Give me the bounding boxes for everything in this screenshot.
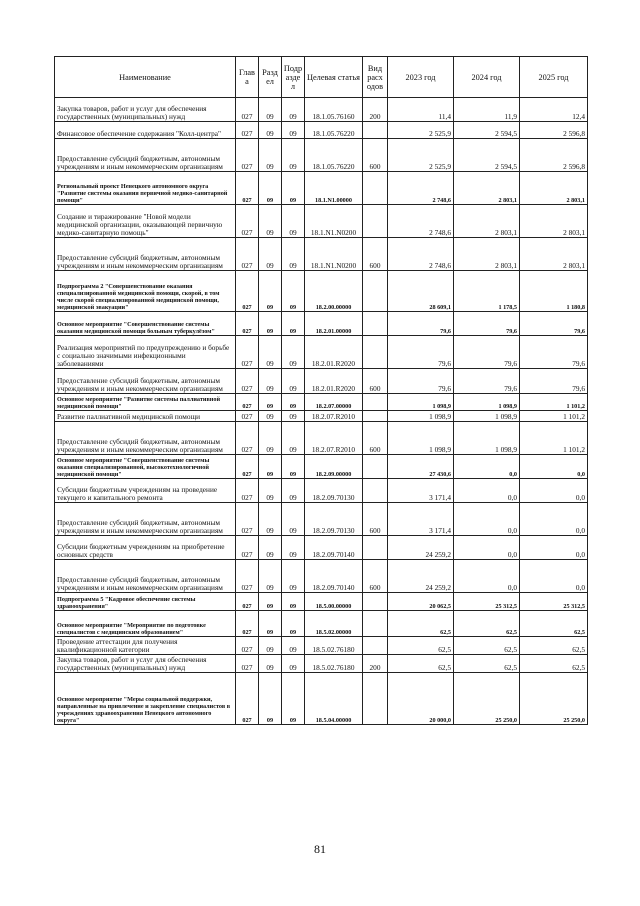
cell-chapter: 027: [236, 122, 259, 139]
cell-y2023: 62,5: [388, 637, 454, 655]
cell-expense-type: 600: [363, 238, 388, 271]
cell-subsection: 09: [282, 98, 305, 122]
cell-target: 18.2.09.70140: [305, 536, 363, 560]
cell-y2025: 0,0: [520, 503, 588, 536]
cell-y2023: 2 525,9: [388, 139, 454, 172]
cell-section: 09: [259, 336, 282, 369]
cell-y2024: 25 250,0: [454, 673, 520, 725]
cell-y2023: 79,6: [388, 312, 454, 336]
table-row: [55, 479, 588, 503]
cell-target: 18.2.09.70130: [305, 503, 363, 536]
cell-chapter: 027: [236, 336, 259, 369]
cell-section: 09: [259, 271, 282, 312]
cell-y2025: 2 596,8: [520, 139, 588, 172]
cell-name: Предоставление субсидий бюджетным, автономным учреждениям и иным некоммерческим организациям: [55, 503, 236, 536]
budget-table: [54, 56, 588, 725]
cell-subsection: 09: [282, 560, 305, 593]
cell-chapter: 027: [236, 238, 259, 271]
cell-section: 09: [259, 411, 282, 422]
cell-target: 18.5.02.76180: [305, 637, 363, 655]
cell-target: 18.1.N1.00000: [305, 172, 363, 205]
cell-section: 09: [259, 536, 282, 560]
cell-name: Закупка товаров, работ и услуг для обеспечения государственных (муниципальных) нужд: [55, 98, 236, 122]
cell-chapter: 027: [236, 560, 259, 593]
cell-y2023: 79,6: [388, 336, 454, 369]
cell-chapter: 027: [236, 312, 259, 336]
cell-expense-type: 600: [363, 503, 388, 536]
cell-section: 09: [259, 98, 282, 122]
cell-y2024: 79,6: [454, 369, 520, 394]
cell-chapter: 027: [236, 394, 259, 411]
cell-y2025: 1 101,2: [520, 422, 588, 455]
cell-name: Подпрограмма 5 "Кадровое обеспечение системы здравоохранения": [55, 593, 236, 611]
cell-y2023: 24 259,2: [388, 560, 454, 593]
cell-section: 09: [259, 172, 282, 205]
table-body: [55, 98, 588, 725]
cell-expense-type: [363, 455, 388, 479]
cell-name: Основное мероприятие "Развитие системы паллиативной медицинской помощи": [55, 394, 236, 411]
cell-section: 09: [259, 503, 282, 536]
cell-subsection: 09: [282, 411, 305, 422]
cell-y2023: 1 098,9: [388, 394, 454, 411]
cell-subsection: 09: [282, 139, 305, 172]
cell-section: 09: [259, 139, 282, 172]
cell-y2023: 2 748,6: [388, 205, 454, 238]
cell-section: 09: [259, 122, 282, 139]
cell-subsection: 09: [282, 673, 305, 725]
cell-name: Основное мероприятие "Совершенствование системы оказания медицинской помощи больным туберкулёзом": [55, 312, 236, 336]
header-name: Наименование: [55, 57, 236, 98]
cell-y2025: 0,0: [520, 560, 588, 593]
cell-chapter: 027: [236, 422, 259, 455]
cell-expense-type: [363, 637, 388, 655]
cell-expense-type: 200: [363, 655, 388, 673]
cell-subsection: 09: [282, 479, 305, 503]
cell-chapter: 027: [236, 172, 259, 205]
cell-y2025: 1 180,8: [520, 271, 588, 312]
header-expense-type: Вид расх одов: [363, 57, 388, 98]
cell-y2025: 2 596,8: [520, 122, 588, 139]
header-chapter: Глав а: [236, 57, 259, 98]
cell-y2023: 2 748,6: [388, 238, 454, 271]
cell-y2023: 20 062,5: [388, 593, 454, 611]
cell-name: Создание и тиражирование "Новой модели медицинской организации, оказывающей первичную медико-санитарную помощь": [55, 205, 236, 238]
cell-target: 18.5.02.76180: [305, 655, 363, 673]
table-row: [55, 411, 588, 422]
table-row: [55, 673, 588, 725]
cell-y2025: 79,6: [520, 312, 588, 336]
header-subsection: Подр азде л: [282, 57, 305, 98]
cell-target: 18.1.05.76160: [305, 98, 363, 122]
cell-name: Развитие паллиативной медицинской помощи: [55, 411, 236, 422]
cell-chapter: 027: [236, 455, 259, 479]
cell-section: 09: [259, 673, 282, 725]
cell-y2024: 25 312,5: [454, 593, 520, 611]
table-row: [55, 139, 588, 172]
cell-chapter: 027: [236, 536, 259, 560]
cell-y2024: 1 098,9: [454, 422, 520, 455]
cell-target: 18.1.N1.N0200: [305, 238, 363, 271]
cell-y2023: 1 098,9: [388, 411, 454, 422]
cell-y2025: 12,4: [520, 98, 588, 122]
cell-chapter: 027: [236, 637, 259, 655]
cell-y2023: 62,5: [388, 611, 454, 637]
cell-subsection: 09: [282, 394, 305, 411]
cell-target: 18.2.00.00000: [305, 271, 363, 312]
cell-y2023: 3 171,4: [388, 503, 454, 536]
cell-expense-type: [363, 271, 388, 312]
cell-name: Проведение аттестации для получения квалификационной категории: [55, 637, 236, 655]
cell-chapter: 027: [236, 98, 259, 122]
table-row: [55, 312, 588, 336]
cell-y2023: 11,4: [388, 98, 454, 122]
table-row: [55, 271, 588, 312]
cell-y2025: 62,5: [520, 655, 588, 673]
cell-y2023: 2 748,6: [388, 172, 454, 205]
cell-expense-type: [363, 411, 388, 422]
cell-name: Финансовое обеспечение содержания "Колл-центра": [55, 122, 236, 139]
cell-expense-type: [363, 673, 388, 725]
cell-y2025: 25 312,5: [520, 593, 588, 611]
cell-expense-type: [363, 479, 388, 503]
cell-y2024: 1 178,5: [454, 271, 520, 312]
cell-y2025: 2 803,1: [520, 172, 588, 205]
cell-section: 09: [259, 312, 282, 336]
cell-chapter: 027: [236, 611, 259, 637]
cell-y2024: 0,0: [454, 479, 520, 503]
cell-target: 18.5.02.00000: [305, 611, 363, 637]
cell-expense-type: [363, 611, 388, 637]
cell-subsection: 09: [282, 655, 305, 673]
cell-chapter: 027: [236, 593, 259, 611]
cell-y2023: 27 430,6: [388, 455, 454, 479]
cell-subsection: 09: [282, 205, 305, 238]
cell-expense-type: 600: [363, 422, 388, 455]
cell-target: 18.2.09.00000: [305, 455, 363, 479]
table-row: [55, 238, 588, 271]
cell-expense-type: [363, 336, 388, 369]
cell-chapter: 027: [236, 139, 259, 172]
cell-section: 09: [259, 369, 282, 394]
cell-target: 18.1.05.76220: [305, 139, 363, 172]
table-row: [55, 611, 588, 637]
header-target: Целевая статья: [305, 57, 363, 98]
cell-y2024: 0,0: [454, 455, 520, 479]
cell-subsection: 09: [282, 238, 305, 271]
cell-subsection: 09: [282, 455, 305, 479]
cell-name: Основное мероприятие "Меры социальной поддержки, направленные на привлечение и закрепление специалистов в учреждениях здравоохранения Ненецкого автономного округа": [55, 673, 236, 725]
cell-subsection: 09: [282, 536, 305, 560]
cell-y2024: 62,5: [454, 637, 520, 655]
cell-chapter: 027: [236, 655, 259, 673]
cell-target: 18.2.09.70130: [305, 479, 363, 503]
cell-name: Субсидии бюджетным учреждениям на приобретение основных средств: [55, 536, 236, 560]
table-row: [55, 455, 588, 479]
cell-y2024: 0,0: [454, 503, 520, 536]
table-row: [55, 98, 588, 122]
cell-y2024: 1 098,9: [454, 394, 520, 411]
cell-name: Основное мероприятие "Мероприятие по подготовке специалистов с медицинским образованием": [55, 611, 236, 637]
cell-chapter: 027: [236, 411, 259, 422]
cell-section: 09: [259, 455, 282, 479]
cell-section: 09: [259, 655, 282, 673]
cell-name: Предоставление субсидий бюджетным, автономным учреждениям и иным некоммерческим организациям: [55, 139, 236, 172]
cell-subsection: 09: [282, 172, 305, 205]
cell-target: 18.1.05.76220: [305, 122, 363, 139]
cell-y2025: 79,6: [520, 369, 588, 394]
budget-sheet: [54, 56, 587, 725]
cell-target: 18.2.09.70140: [305, 560, 363, 593]
cell-y2023: 1 098,9: [388, 422, 454, 455]
table-row: [55, 655, 588, 673]
cell-expense-type: 600: [363, 139, 388, 172]
cell-name: Закупка товаров, работ и услуг для обеспечения государственных (муниципальных) нужд: [55, 655, 236, 673]
cell-y2025: 25 250,0: [520, 673, 588, 725]
table-row: [55, 394, 588, 411]
cell-section: 09: [259, 560, 282, 593]
header-2024: 2024 год: [454, 57, 520, 98]
cell-chapter: 027: [236, 479, 259, 503]
cell-y2025: 0,0: [520, 455, 588, 479]
cell-subsection: 09: [282, 593, 305, 611]
cell-y2025: 0,0: [520, 536, 588, 560]
cell-expense-type: [363, 593, 388, 611]
cell-y2024: 2 803,1: [454, 238, 520, 271]
table-row: [55, 536, 588, 560]
cell-y2024: 2 803,1: [454, 172, 520, 205]
table-row: [55, 172, 588, 205]
cell-expense-type: [363, 536, 388, 560]
cell-name: Субсидии бюджетным учреждениям на проведение текущего и капитального ремонта: [55, 479, 236, 503]
cell-y2023: 62,5: [388, 655, 454, 673]
cell-section: 09: [259, 205, 282, 238]
cell-target: 18.2.01.R2020: [305, 369, 363, 394]
cell-y2025: 62,5: [520, 637, 588, 655]
cell-name: Реализация мероприятий по предупреждению и борьбе с социально значимыми инфекционными заболеваниями: [55, 336, 236, 369]
cell-y2025: 0,0: [520, 479, 588, 503]
cell-subsection: 09: [282, 611, 305, 637]
cell-y2024: 62,5: [454, 655, 520, 673]
cell-y2023: 3 171,4: [388, 479, 454, 503]
table-row: [55, 336, 588, 369]
cell-y2023: 24 259,2: [388, 536, 454, 560]
cell-expense-type: [363, 205, 388, 238]
cell-y2024: 2 803,1: [454, 205, 520, 238]
cell-subsection: 09: [282, 422, 305, 455]
cell-expense-type: [363, 122, 388, 139]
header-row: [55, 57, 588, 98]
cell-y2024: 0,0: [454, 560, 520, 593]
cell-expense-type: 600: [363, 369, 388, 394]
cell-section: 09: [259, 422, 282, 455]
cell-y2024: 79,6: [454, 312, 520, 336]
cell-target: 18.5.04.00000: [305, 673, 363, 725]
cell-name: Предоставление субсидий бюджетным, автономным учреждениям и иным некоммерческим организациям: [55, 560, 236, 593]
cell-expense-type: [363, 312, 388, 336]
cell-target: 18.2.01.R2020: [305, 336, 363, 369]
cell-subsection: 09: [282, 336, 305, 369]
cell-y2025: 1 101,2: [520, 394, 588, 411]
cell-section: 09: [259, 593, 282, 611]
cell-y2025: 79,6: [520, 336, 588, 369]
cell-name: Предоставление субсидий бюджетным, автономным учреждениям и иным некоммерческим организациям: [55, 422, 236, 455]
cell-expense-type: [363, 172, 388, 205]
cell-subsection: 09: [282, 503, 305, 536]
cell-chapter: 027: [236, 369, 259, 394]
cell-y2025: 2 803,1: [520, 205, 588, 238]
cell-y2023: 79,6: [388, 369, 454, 394]
cell-subsection: 09: [282, 271, 305, 312]
cell-name: Основное мероприятие "Совершенствование системы оказания специализированной, высокотехнологичной медицинской помощи": [55, 455, 236, 479]
cell-chapter: 027: [236, 503, 259, 536]
cell-name: Предоставление субсидий бюджетным, автономным учреждениям и иным некоммерческим организациям: [55, 238, 236, 271]
cell-y2024: 2 594,5: [454, 139, 520, 172]
cell-chapter: 027: [236, 271, 259, 312]
cell-chapter: 027: [236, 205, 259, 238]
header-section: Разд ел: [259, 57, 282, 98]
cell-subsection: 09: [282, 122, 305, 139]
cell-y2024: 0,0: [454, 536, 520, 560]
table-row: [55, 422, 588, 455]
cell-name: Предоставление субсидий бюджетным, автономным учреждениям и иным некоммерческим организациям: [55, 369, 236, 394]
cell-y2024: 62,5: [454, 611, 520, 637]
cell-y2023: 20 000,0: [388, 673, 454, 725]
cell-y2025: 1 101,2: [520, 411, 588, 422]
cell-section: 09: [259, 394, 282, 411]
cell-subsection: 09: [282, 369, 305, 394]
cell-y2024: 2 594,5: [454, 122, 520, 139]
cell-y2023: 2 525,9: [388, 122, 454, 139]
cell-section: 09: [259, 611, 282, 637]
cell-y2024: 79,6: [454, 336, 520, 369]
table-row: [55, 122, 588, 139]
cell-y2025: 2 803,1: [520, 238, 588, 271]
cell-y2023: 28 609,1: [388, 271, 454, 312]
cell-section: 09: [259, 479, 282, 503]
table-row: [55, 503, 588, 536]
table-row: [55, 369, 588, 394]
cell-y2024: 11,9: [454, 98, 520, 122]
cell-y2024: 1 098,9: [454, 411, 520, 422]
cell-expense-type: [363, 394, 388, 411]
cell-target: 18.2.07.00000: [305, 394, 363, 411]
cell-target: 18.1.N1.N0200: [305, 205, 363, 238]
header-2023: 2023 год: [388, 57, 454, 98]
cell-target: 18.2.01.00000: [305, 312, 363, 336]
cell-target: 18.2.07.R2010: [305, 422, 363, 455]
table-row: [55, 593, 588, 611]
page-number: 81: [314, 842, 326, 856]
cell-chapter: 027: [236, 673, 259, 725]
table-row: [55, 205, 588, 238]
table-row: [55, 637, 588, 655]
cell-section: 09: [259, 238, 282, 271]
cell-target: 18.5.00.00000: [305, 593, 363, 611]
cell-target: 18.2.07.R2010: [305, 411, 363, 422]
cell-subsection: 09: [282, 312, 305, 336]
table-row: [55, 560, 588, 593]
header-2025: 2025 год: [520, 57, 588, 98]
cell-y2025: 62,5: [520, 611, 588, 637]
cell-name: Подпрограмма 2 "Совершенствование оказания специализированной медицинской помощи, скорой, в том числе скорой специализированной медицинской помощи, медицинской эвакуации": [55, 271, 236, 312]
cell-subsection: 09: [282, 637, 305, 655]
cell-expense-type: 600: [363, 560, 388, 593]
cell-expense-type: 200: [363, 98, 388, 122]
cell-section: 09: [259, 637, 282, 655]
cell-name: Региональный проект Ненецкого автономного округа "Развитие системы оказания первичной медико-санитарной помощи": [55, 172, 236, 205]
